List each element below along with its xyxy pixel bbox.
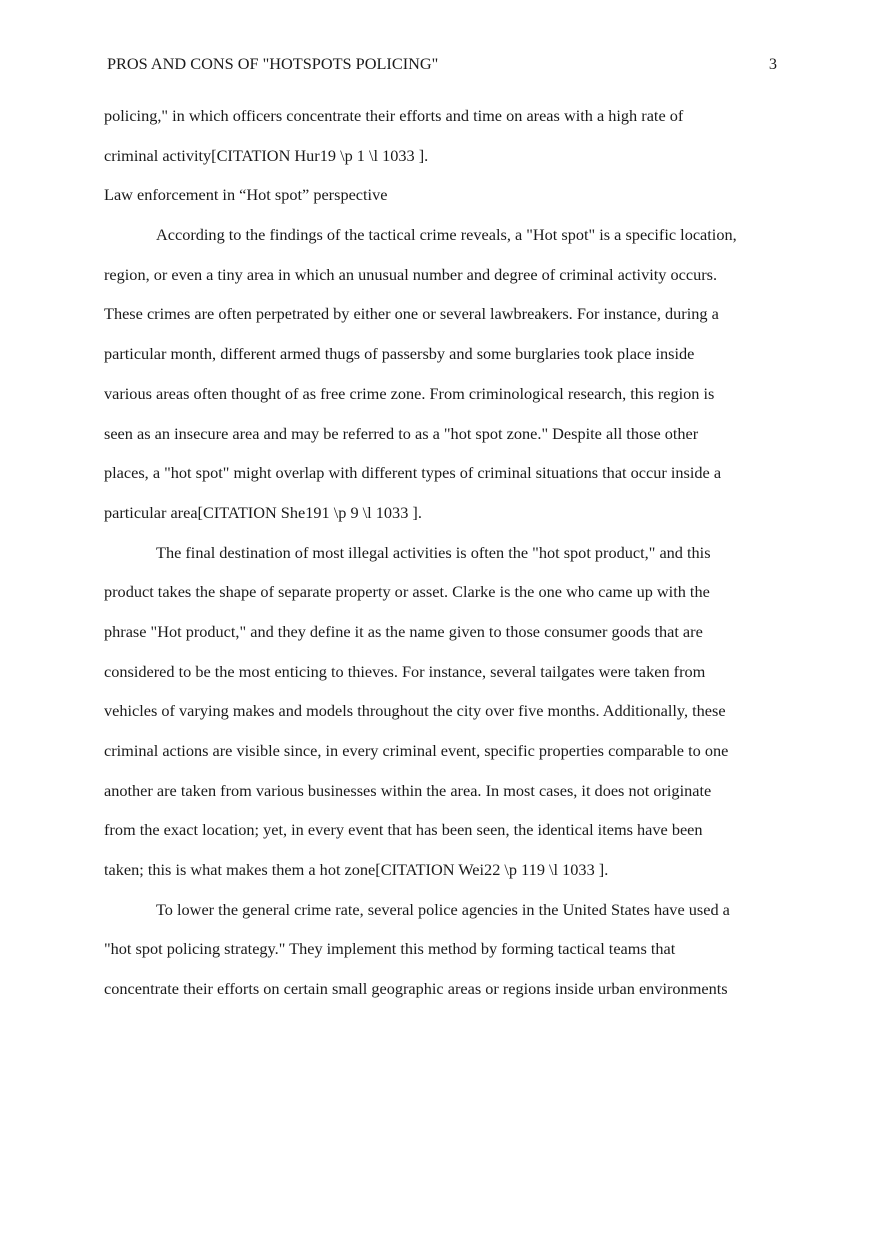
- text-line: various areas often thought of as free crime zone. From criminological research, this region is: [104, 383, 715, 403]
- paragraph-first-line: The final destination of most illegal activities is often the "hot spot product," and this: [156, 542, 711, 562]
- text-line: region, or even a tiny area in which an unusual number and degree of criminal activity occurs.: [104, 264, 718, 284]
- text-line: vehicles of varying makes and models throughout the city over five months. Additionally, these: [104, 701, 726, 721]
- text-line: considered to be the most enticing to thieves. For instance, several tailgates were taken from: [104, 661, 706, 681]
- paragraph-first-line: To lower the general crime rate, several police agencies in the United States have used a: [156, 899, 730, 919]
- text-line: seen as an insecure area and may be referred to as a "hot spot zone." Despite all those other: [104, 423, 699, 443]
- text-line: particular area[CITATION She191 \p 9 \l 1033 ].: [104, 502, 422, 522]
- text-line: criminal actions are visible since, in every criminal event, specific properties comparable to one: [104, 741, 729, 760]
- page-number: 3: [768, 54, 777, 73]
- text-line: from the exact location; yet, in every event that has been seen, the identical items have been: [104, 820, 703, 840]
- text-line: particular month, different armed thugs of passersby and some burglaries took place inside: [104, 344, 695, 364]
- text-line: "hot spot policing strategy." They implement this method by forming tactical teams that: [104, 939, 676, 959]
- paragraph-first-line: According to the findings of the tactical crime reveals, a "Hot spot" is a specific location,: [156, 225, 737, 245]
- text-line: another are taken from various businesses within the area. In most cases, it does not originate: [104, 780, 712, 800]
- text-line: phrase "Hot product," and they define it as the name given to those consumer goods that are: [104, 621, 703, 641]
- text-line: criminal activity[CITATION Hur19 \p 1 \l 1033 ].: [104, 145, 429, 165]
- running-head: PROS AND CONS OF "HOTSPOTS POLICING": [107, 54, 439, 73]
- text-line: places, a "hot spot" might overlap with different types of criminal situations that occur inside a: [104, 463, 722, 483]
- text-line: product takes the shape of separate property or asset. Clarke is the one who came up with the: [104, 582, 710, 602]
- text-line: These crimes are often perpetrated by either one or several lawbreakers. For instance, during a: [104, 304, 719, 324]
- text-line: policing," in which officers concentrate their efforts and time on areas with a high rate of: [104, 106, 684, 125]
- text-line: taken; this is what makes them a hot zone[CITATION Wei22 \p 119 \l 1033 ].: [104, 860, 609, 880]
- body-text: [104, 106, 784, 1019]
- section-heading: Law enforcement in “Hot spot” perspective: [104, 185, 388, 205]
- text-line: concentrate their efforts on certain small geographic areas or regions inside urban environments: [104, 979, 728, 999]
